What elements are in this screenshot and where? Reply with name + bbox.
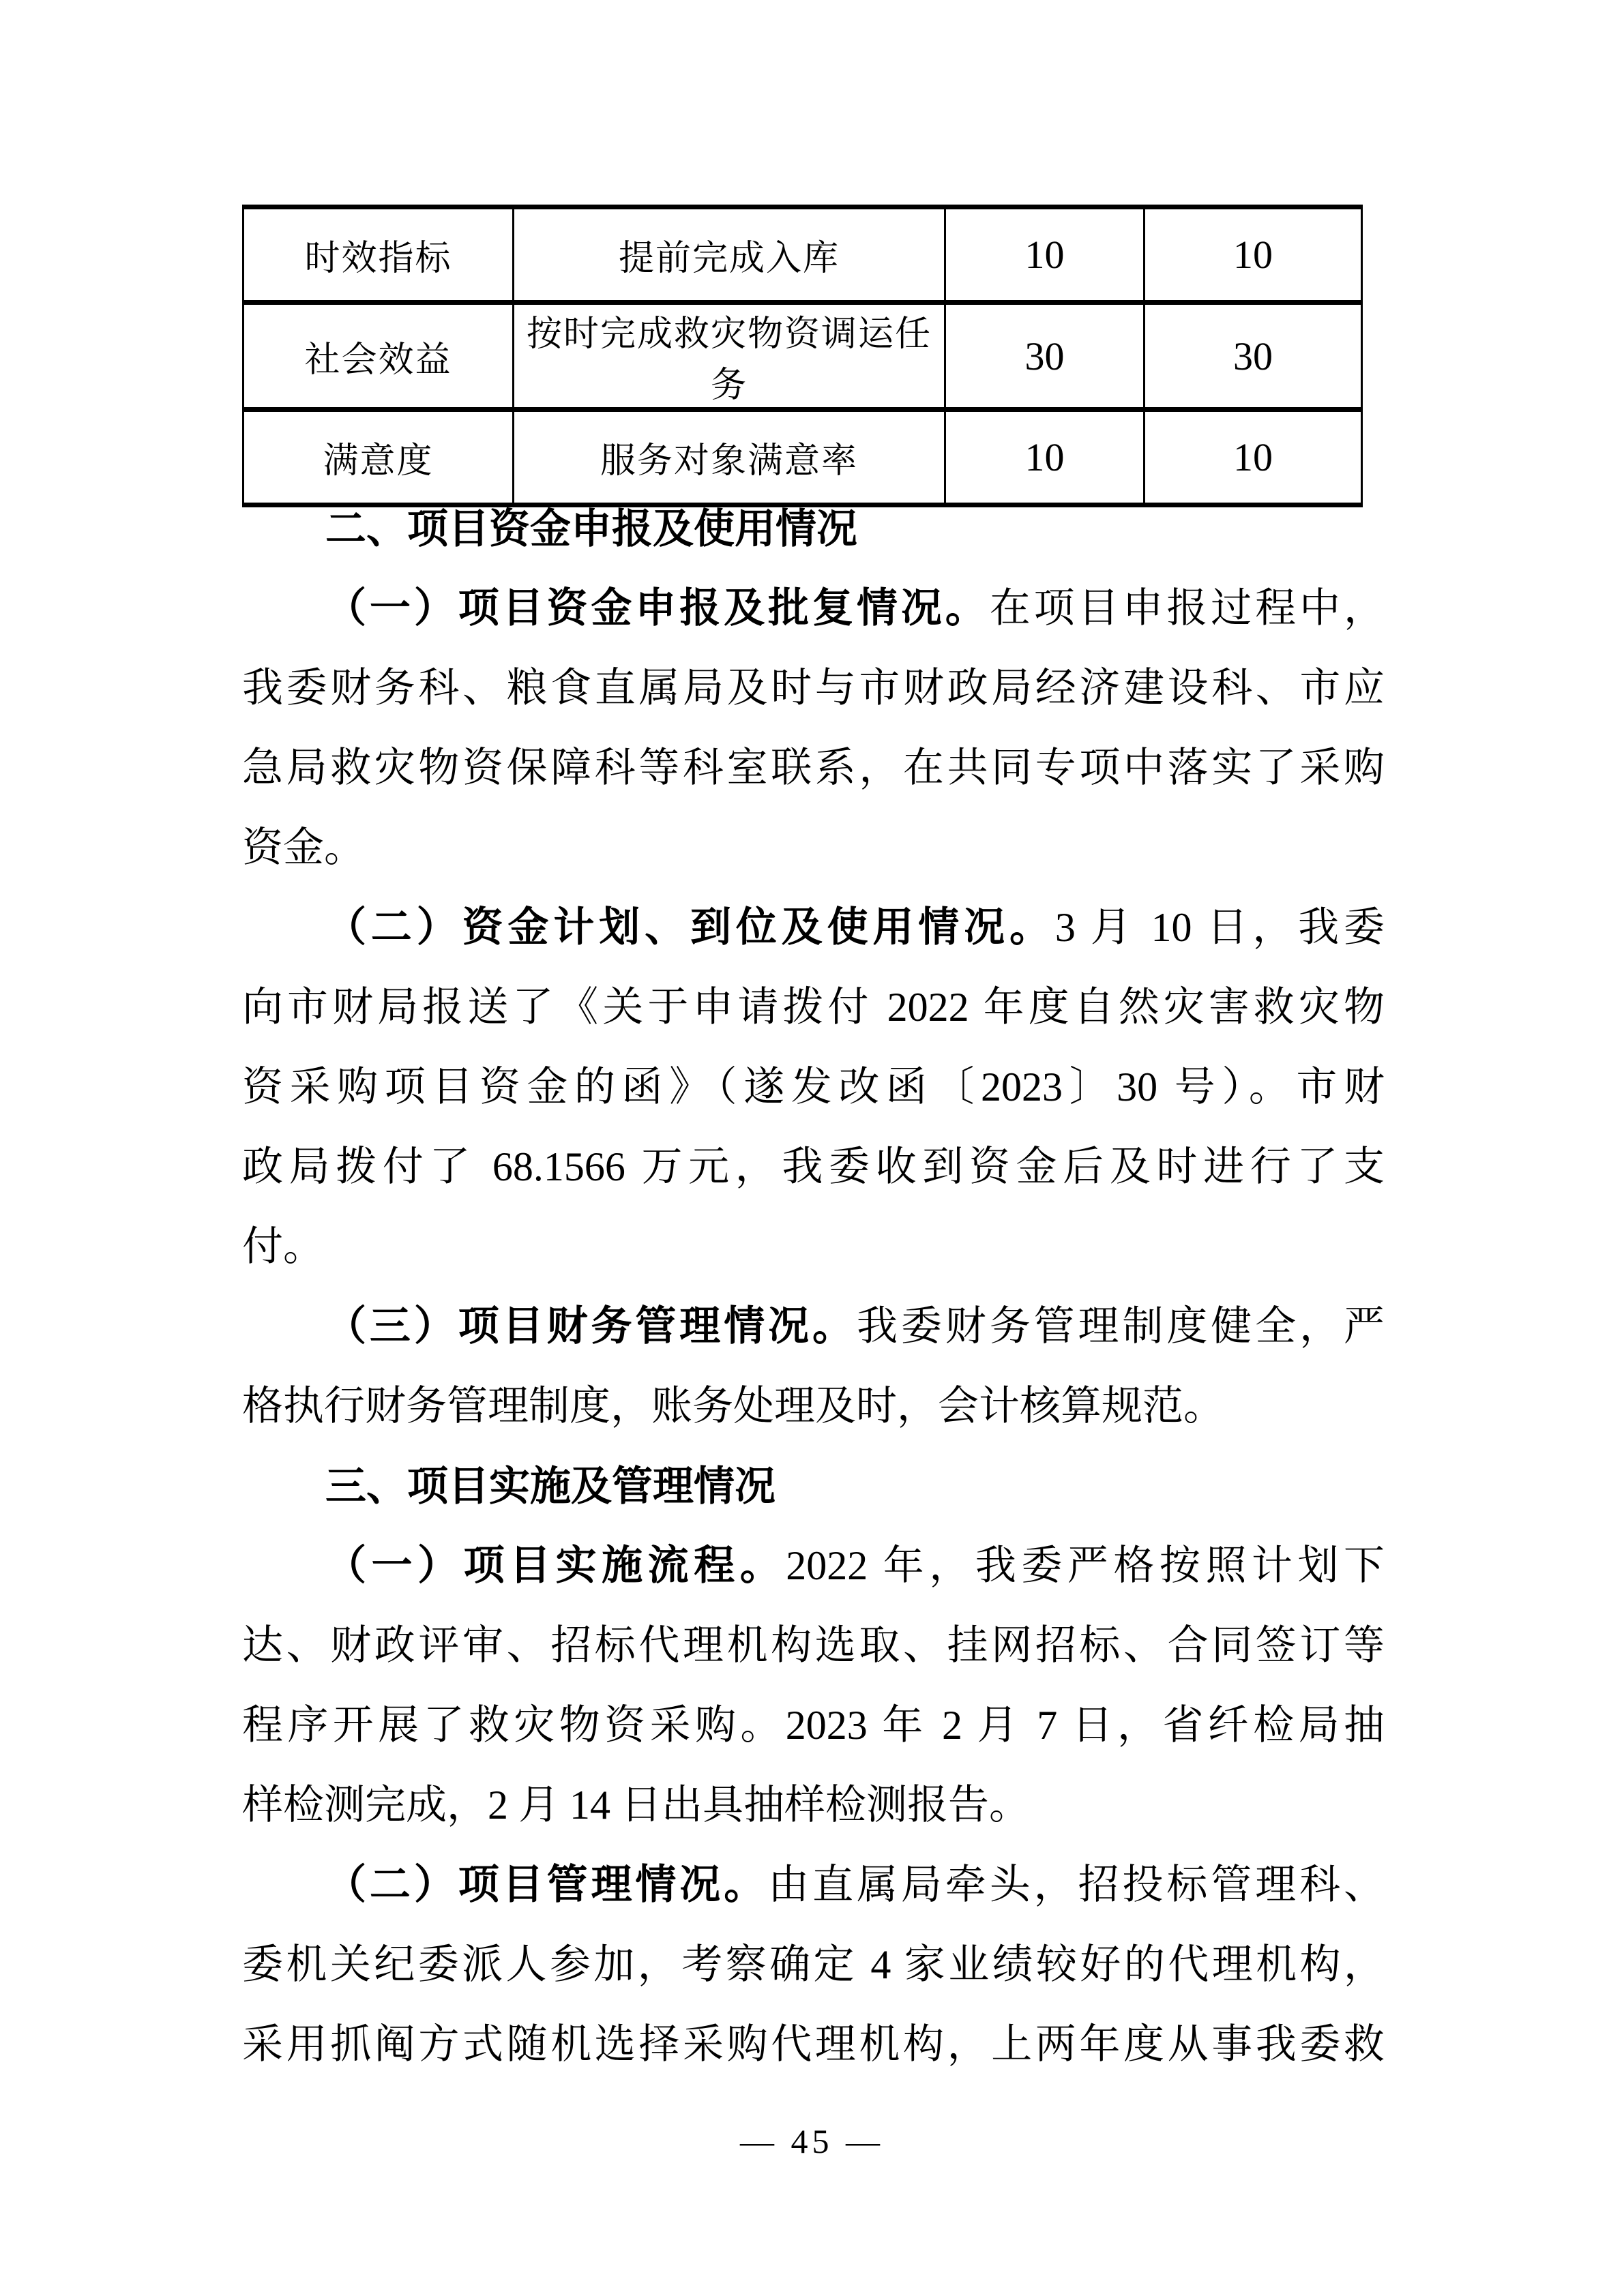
indicator-weight-cell: 10 <box>945 410 1145 505</box>
paragraph-line: 付。 <box>242 1224 324 1269</box>
indicator-name-cell: 提前完成入库 <box>514 207 945 303</box>
paragraph-line: （三）项目财务管理情况。我委财务管理制度健全，严 <box>325 1304 1385 1349</box>
paragraph-line: 资采购项目资金的函》（遂发改函〔2023〕30 号）。市财 <box>242 1064 1385 1109</box>
section-heading: 三、项目实施及管理情况 <box>325 1463 776 1509</box>
indicator-score-cell: 10 <box>1145 207 1362 303</box>
indicator-score-cell: 10 <box>1145 410 1362 505</box>
paragraph-lead: （二）项目管理情况。 <box>325 1862 769 1907</box>
indicator-score-cell: 30 <box>1145 303 1362 410</box>
paragraph-line: 资金。 <box>242 825 365 870</box>
paragraph-line: 样检测完成，2 月 14 日出具抽样检测报告。 <box>242 1783 1030 1828</box>
indicator-category-cell: 满意度 <box>243 410 514 505</box>
indicator-weight-cell: 30 <box>945 303 1145 410</box>
paragraph-line: 急局救灾物资保障科等科室联系，在共同专项中落实了采购 <box>242 745 1385 790</box>
paragraph-line: 我委财务科、粮食直属局及时与市财政局经济建设科、市应 <box>242 666 1385 711</box>
paragraph-line: 达、财政评审、招标代理机构选取、挂网招标、合同签订等 <box>242 1623 1385 1668</box>
paragraph-line: （二）资金计划、到位及使用情况。3 月 10 日，我委 <box>325 905 1385 950</box>
indicator-weight-cell: 10 <box>945 207 1145 303</box>
paragraph-lead: （一）项目实施流程。 <box>325 1543 786 1588</box>
indicator-table <box>242 205 1363 507</box>
paragraph-line: 政局拨付了 68.1566 万元，我委收到资金后及时进行了支 <box>242 1144 1385 1189</box>
page-number: — 45 — <box>740 2122 884 2160</box>
table-row <box>243 303 1362 410</box>
indicator-name-cell: 按时完成救灾物资调运任务 <box>514 303 945 410</box>
paragraph-line: 格执行财务管理制度，账务处理及时，会计核算规范。 <box>242 1384 1224 1429</box>
paragraph-line: （一）项目资金申报及批复情况。在项目申报过程中， <box>325 586 1385 631</box>
paragraph-lead: （二）资金计划、到位及使用情况。 <box>325 905 1055 950</box>
indicator-category-cell: 社会效益 <box>243 303 514 410</box>
indicator-category-cell: 时效指标 <box>243 207 514 303</box>
paragraph-line: （一）项目实施流程。2022 年，我委严格按照计划下 <box>325 1543 1385 1588</box>
indicator-name-cell: 服务对象满意率 <box>514 410 945 505</box>
paragraph-line: 采用抓阄方式随机选择采购代理机构，上两年度从事我委救 <box>242 2022 1385 2067</box>
paragraph-line: （二）项目管理情况。由直属局牵头，招投标管理科、 <box>325 1862 1385 1907</box>
paragraph-lead: （三）项目财务管理情况。 <box>325 1304 857 1349</box>
paragraph-line: 向市财局报送了《关于申请拨付 2022 年度自然灾害救灾物 <box>242 985 1385 1030</box>
paragraph-line: 委机关纪委派人参加，考察确定 4 家业绩较好的代理机构， <box>242 1942 1385 1987</box>
paragraph-line: 程序开展了救灾物资采购。2023 年 2 月 7 日，省纤检局抽 <box>242 1703 1385 1748</box>
body-text <box>242 489 1385 2085</box>
paragraph-lead: （一）项目资金申报及批复情况。 <box>325 586 990 631</box>
table-row <box>243 207 1362 303</box>
section-heading: 二、项目资金申报及使用情况 <box>325 506 857 552</box>
